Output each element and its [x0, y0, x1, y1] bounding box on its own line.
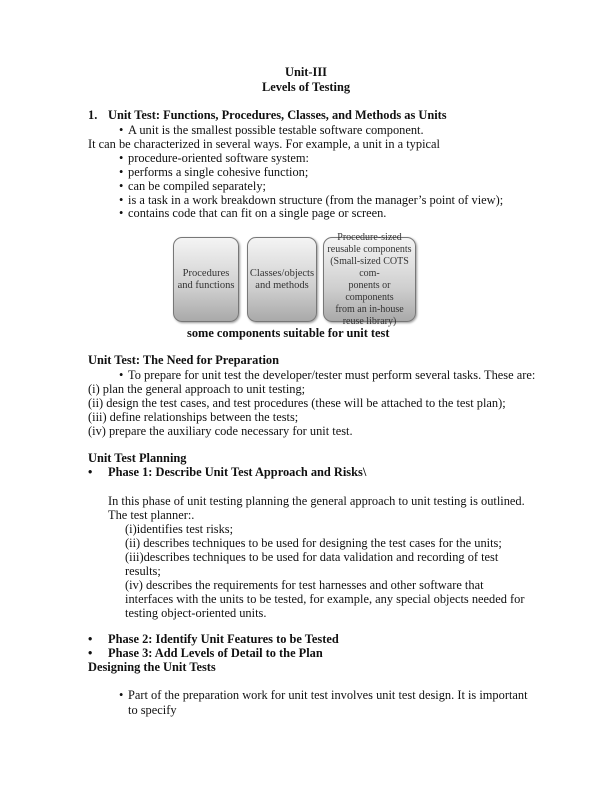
- box-line: reuse library): [342, 315, 397, 327]
- bullet-icon: •: [88, 646, 93, 660]
- bullet-icon: •: [119, 206, 124, 220]
- bullet-icon: •: [88, 632, 93, 646]
- figure-box-reusable: [323, 231, 416, 327]
- bullet-text: Part of the preparation work for unit test involves unit test design. It is important: [128, 688, 528, 702]
- doc-subtitle: Levels of Testing: [261, 80, 351, 94]
- section-heading: Unit Test: Functions, Procedures, Classes, and Methods as Units: [108, 108, 447, 122]
- bullet-icon: •: [119, 688, 124, 702]
- bullet-icon: •: [88, 465, 93, 479]
- bullet-text: can be compiled separately;: [128, 179, 266, 193]
- bullet-text: is a task in a work breakdown structure (from the manager’s point of view);: [128, 193, 504, 207]
- section-number: 1.: [88, 108, 98, 122]
- bullet-text: procedure-oriented software system:: [128, 151, 309, 165]
- box-line: reusable components: [327, 243, 412, 255]
- box-line: ponents or components: [345, 279, 394, 303]
- bullet-icon: •: [119, 368, 124, 382]
- list-item: (ii) design the test cases, and test procedures (these will be attached to the test plan);: [88, 396, 506, 410]
- bullet-text: To prepare for unit test the developer/tester must perform several tasks. These are:: [128, 368, 536, 382]
- box-line: Procedure-sized: [337, 231, 402, 243]
- paragraph: It can be characterized in several ways. For example, a unit in a typical: [88, 137, 440, 151]
- box-line: (Small-sized COTS com-: [330, 255, 409, 279]
- list-item: results;: [125, 564, 161, 578]
- paragraph: In this phase of unit testing planning the general approach to unit testing is outlined.: [108, 494, 525, 508]
- section-heading: Unit Test Planning: [88, 451, 187, 465]
- doc-title: Unit-III: [285, 65, 327, 79]
- bullet-text: to specify: [128, 703, 177, 717]
- bullet-text: contains code that can fit on a single page or screen.: [128, 206, 387, 220]
- figure-box-procedures: [173, 237, 239, 322]
- list-item: interfaces with the units to be tested, for example, any special objects needed for: [125, 592, 525, 606]
- list-item: (ii) describes techniques to be used for designing the test cases for the units;: [125, 536, 502, 550]
- bullet-icon: •: [119, 193, 124, 207]
- list-item: (i)identifies test risks;: [125, 522, 234, 536]
- box-line: Procedures: [182, 267, 230, 279]
- list-item: (iv) prepare the auxiliary code necessary for unit test.: [88, 424, 353, 438]
- phase-heading: Phase 1: Describe Unit Test Approach and Risks\: [108, 465, 367, 479]
- bullet-icon: •: [119, 165, 124, 179]
- list-item: (iii)describes techniques to be used for data validation and recording of test: [125, 550, 499, 564]
- list-item: (iii) define relationships between the tests;: [88, 410, 299, 424]
- figure-caption: some components suitable for unit test: [187, 326, 390, 340]
- phase-heading: Phase 3: Add Levels of Detail to the Plan: [108, 646, 323, 660]
- figure-box-classes: [247, 237, 317, 322]
- box-line: and functions: [177, 279, 235, 291]
- bullet-text: A unit is the smallest possible testable software component.: [128, 123, 424, 137]
- list-item: (iv) describes the requirements for test harnesses and other software that: [125, 578, 484, 592]
- box-line: Classes/objects: [249, 267, 315, 279]
- bullet-text: performs a single cohesive function;: [128, 165, 309, 179]
- bullet-icon: •: [119, 151, 124, 165]
- phase-heading: Phase 2: Identify Unit Features to be Tested: [108, 632, 339, 646]
- box-line: from an in-house: [335, 303, 404, 315]
- section-heading: Unit Test: The Need for Preparation: [88, 353, 280, 367]
- box-line: and methods: [255, 279, 309, 291]
- paragraph: The test planner:.: [108, 508, 195, 522]
- list-item: testing object-oriented units.: [125, 606, 267, 620]
- bullet-icon: •: [119, 123, 124, 137]
- bullet-icon: •: [119, 179, 124, 193]
- section-heading: Designing the Unit Tests: [88, 660, 216, 674]
- list-item: (i) plan the general approach to unit testing;: [88, 382, 306, 396]
